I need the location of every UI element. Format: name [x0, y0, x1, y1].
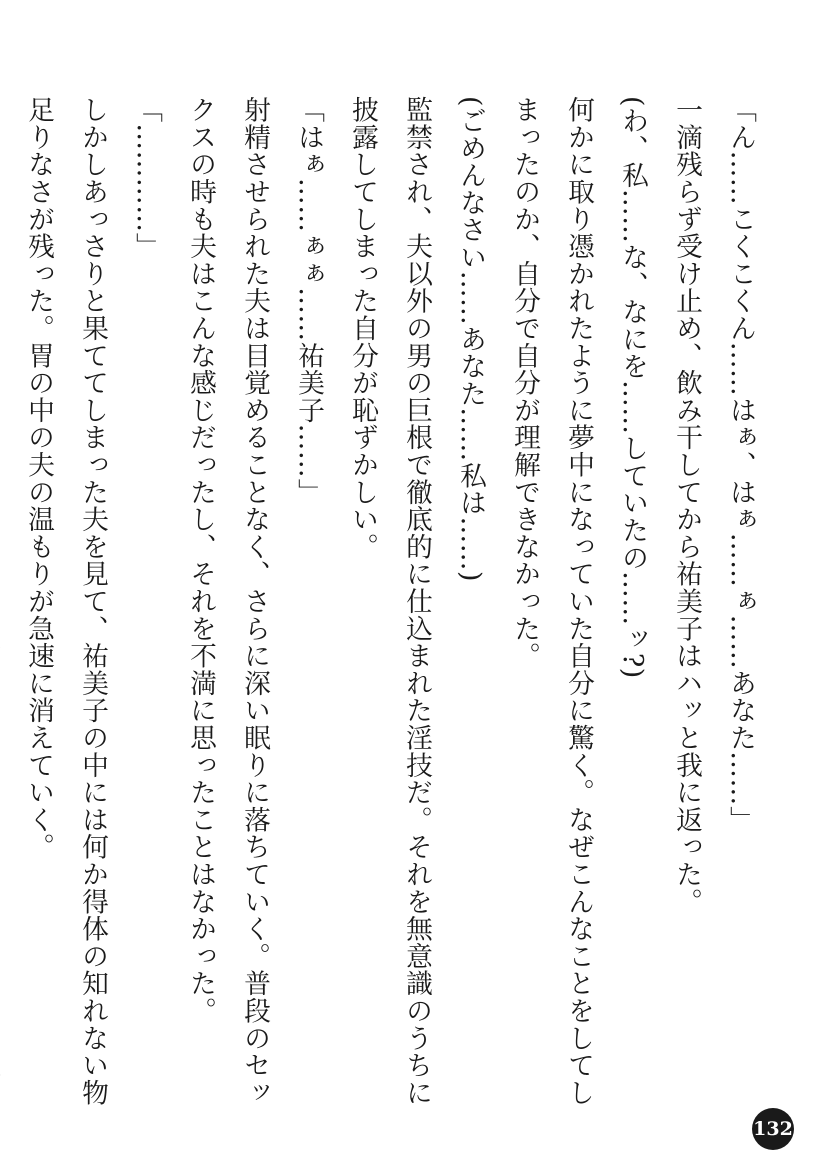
text-line-15: [0, 96, 11, 1066]
vertical-text-block: [23, 96, 767, 1107]
text-line-11: クスの時も夫はこんな感じだったし、それを不満に思ったことはなかった。: [185, 96, 216, 1025]
text-line-7: 監禁され、夫以外の男の巨根で徹底的に仕込まれた淫技だ。それを無意識のうちに: [401, 96, 432, 1107]
text-line-12: 「…………」: [131, 96, 162, 260]
text-line-2: 一滴残らず受け止め、飲み干してから祐美子はハッと我に返った。: [671, 96, 702, 915]
text-line-8: 披露してしまった自分が恥ずかしい。: [347, 96, 378, 561]
text-line-5: まったのか、自分で自分が理解できなかった。: [509, 96, 540, 670]
text-line-3: (わ、私……な、なにを……していたの……ッ?): [617, 96, 648, 679]
text-line-10: 射精させられた夫は目覚めることなく、さらに深い眠りに落ちていく。普段のセッ: [239, 96, 270, 1107]
text-line-13: しかしあっさりと果ててしまった夫を見て、祐美子の中には何か得体の知れない物: [77, 96, 108, 1107]
text-line-6: (ごめんなさい……あなた……私は……): [455, 96, 486, 582]
page-number-badge: 132: [752, 1108, 794, 1150]
text-line-9: 「はぁ……ぁぁ……祐美子……」: [293, 96, 324, 506]
text-line-4: 何かに取り憑かれたように夢中になっていた自分に驚く。なぜこんなことをしてし: [563, 96, 594, 1107]
text-line-1: 「ん……こくこくん……はぁ、はぁ……ぁ……あなた……」: [725, 96, 756, 834]
text-line-14: 足りなさが残った。胃の中の夫の温もりが急速に消えていく。: [23, 96, 54, 861]
